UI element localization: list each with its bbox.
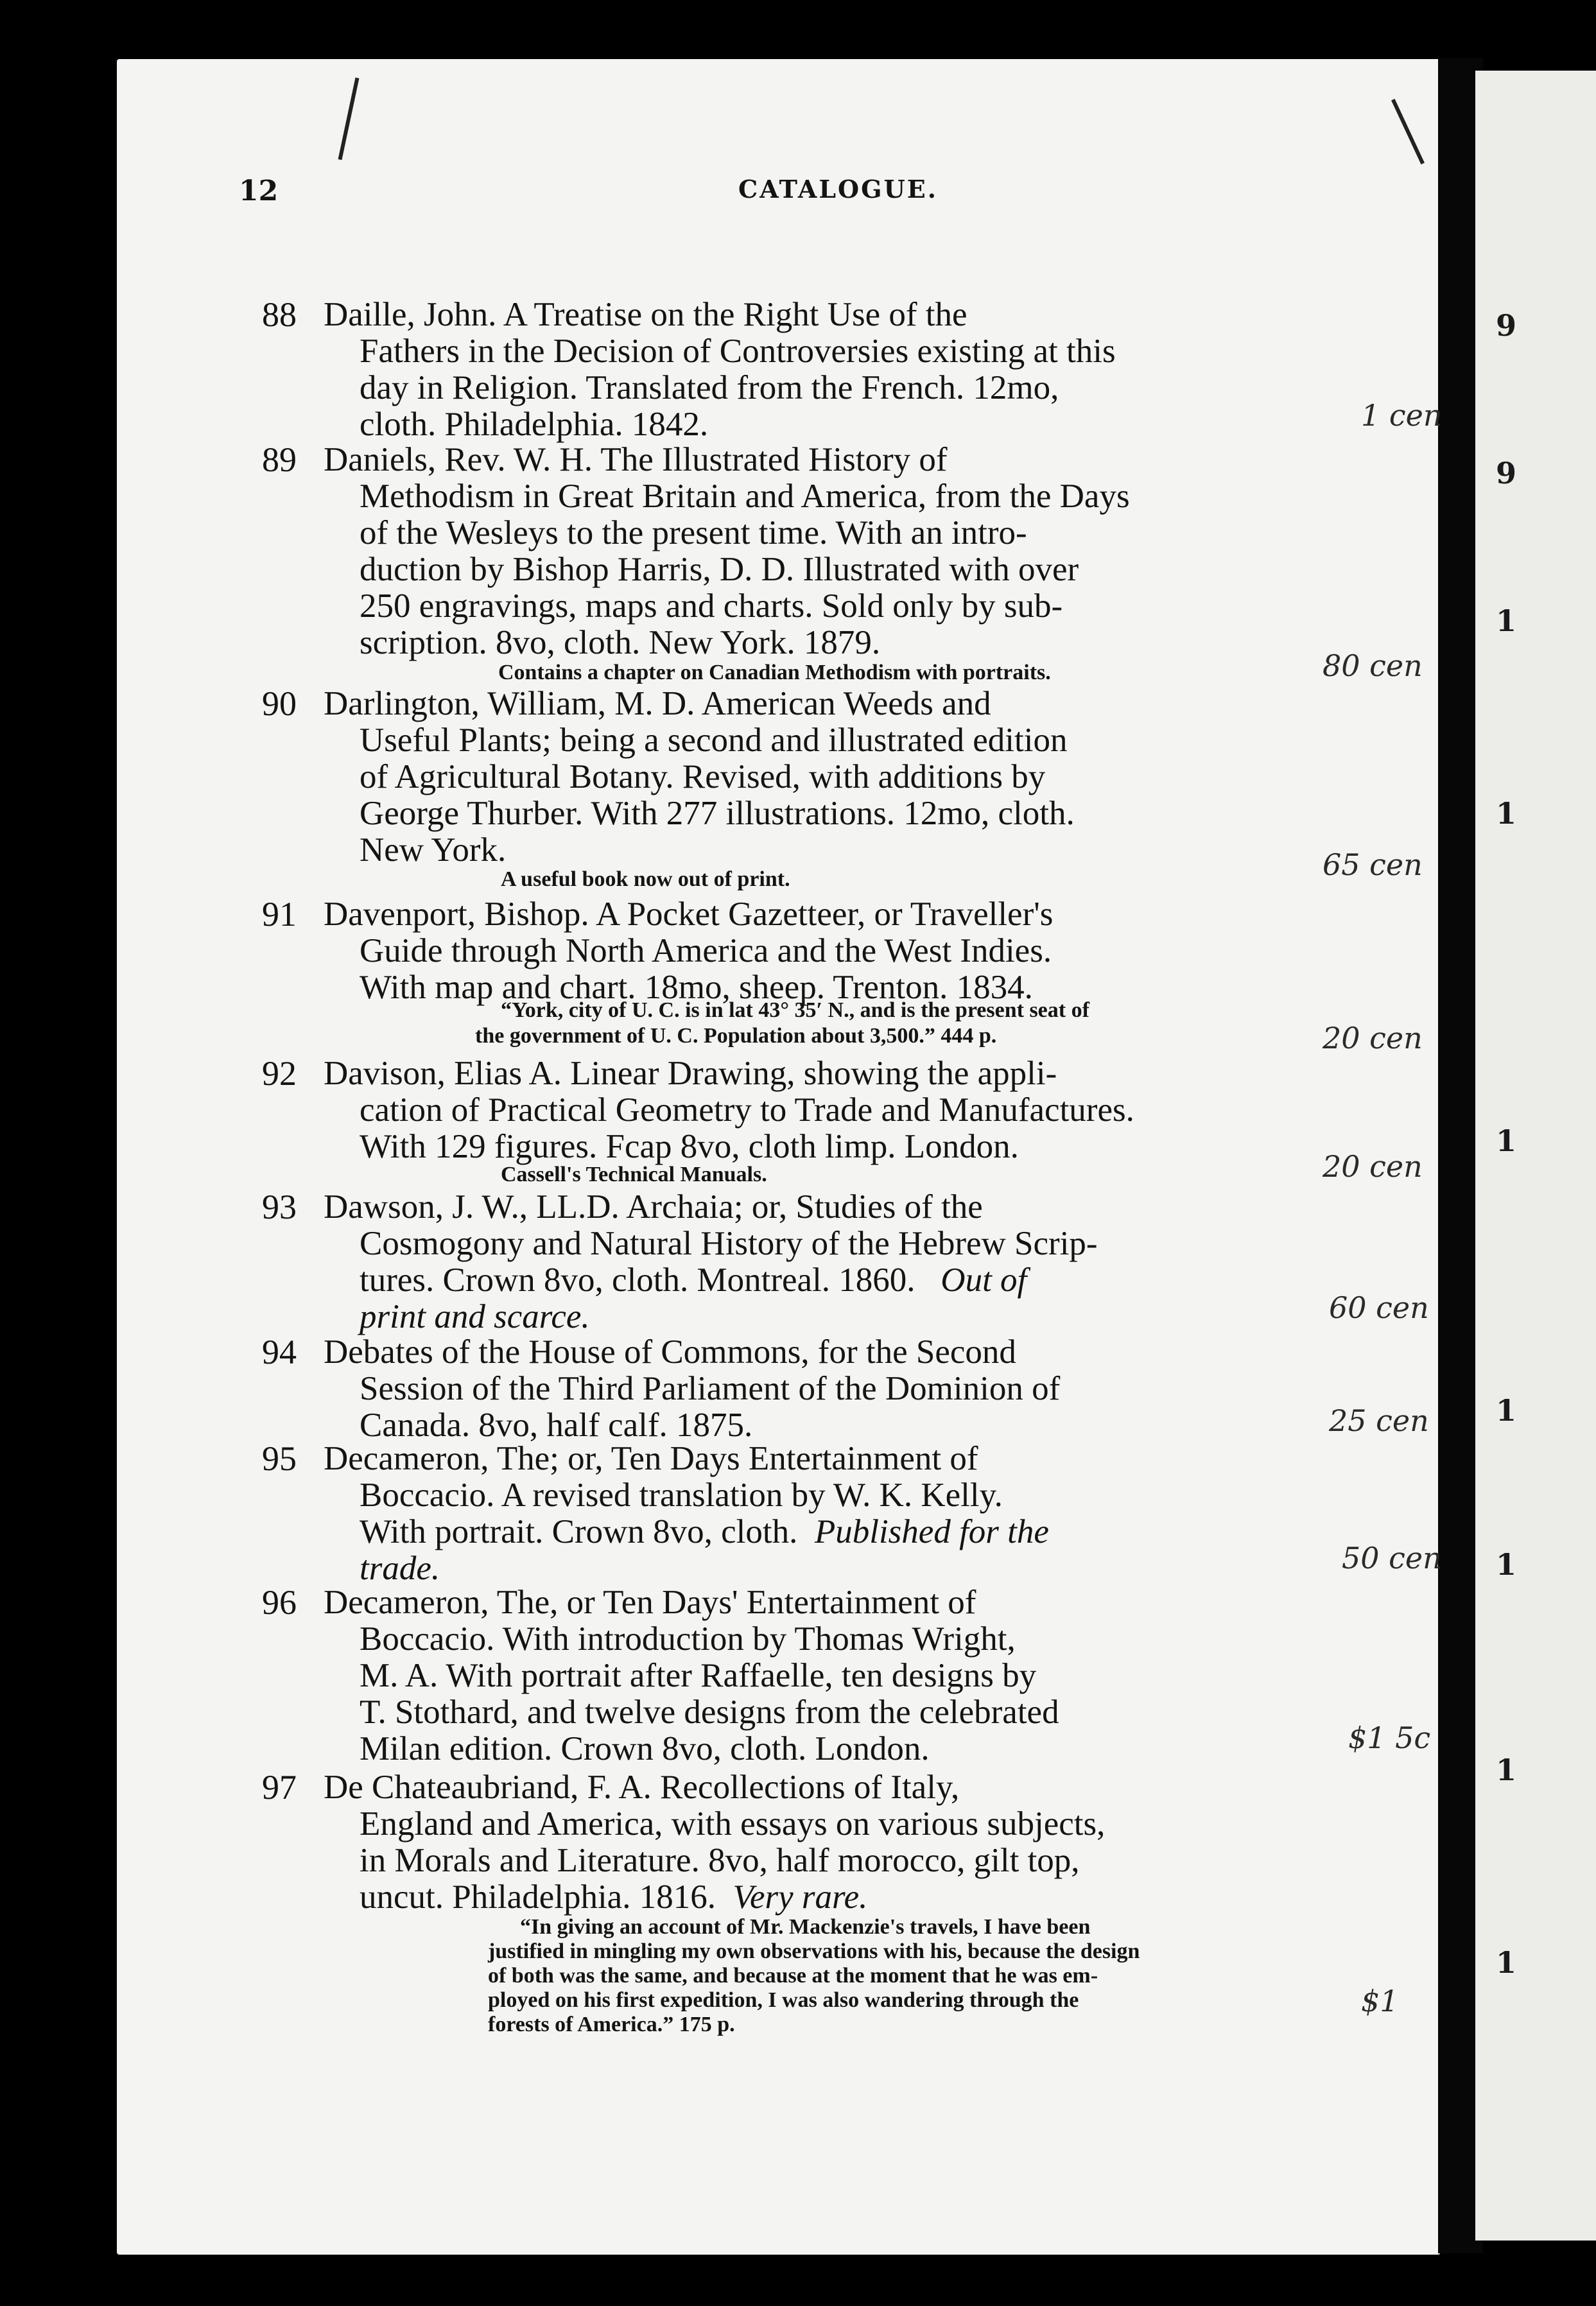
catalogue-entry: [262, 1055, 1353, 1165]
entry-line: uncut. Philadelphia. 1816. Very rare.: [360, 1878, 868, 1916]
entry-line: Milan edition. Crown 8vo, cloth. London.: [360, 1730, 930, 1767]
entry-line: Cosmogony and Natural History of the Hebrew Scrip-: [360, 1225, 1098, 1262]
catalogue-entry: [262, 896, 1353, 1006]
entry-line: Decameron, The; or, Ten Days Entertainment of: [324, 1440, 978, 1477]
running-head: CATALOGUE.: [738, 175, 938, 204]
handwritten-price: 1 cen: [1361, 398, 1443, 433]
entry-number: 91: [262, 895, 297, 933]
entry-number: 94: [262, 1333, 297, 1371]
page-fragment: 1: [1496, 1753, 1517, 1787]
entry-line: cation of Practical Geometry to Trade and Manufactures.: [360, 1091, 1134, 1129]
entry-number: 93: [262, 1188, 297, 1226]
handwritten-price: 50 cen: [1342, 1541, 1442, 1575]
quote-line: justified in mingling my own observations with his, because the design: [488, 1939, 1140, 1963]
handwritten-price: 65 cen: [1323, 847, 1423, 882]
entry-line: Boccacio. With introduction by Thomas Wright,: [360, 1620, 1016, 1658]
entry-line: trade.: [360, 1550, 440, 1587]
entry-line: Fathers in the Decision of Controversies existing at this: [360, 333, 1116, 370]
entry-line: Darlington, William, M. D. American Weeds and: [324, 685, 991, 722]
page-fragment: 1: [1496, 1945, 1517, 1980]
handwritten-price: 25 cen: [1329, 1403, 1429, 1438]
entry-note: A useful book now out of print.: [501, 867, 790, 891]
entry-number: 89: [262, 440, 297, 479]
catalogue-entry: [262, 1334, 1353, 1444]
adjacent-page-edge: [1475, 71, 1596, 2241]
entry-line: George Thurber. With 277 illustrations. 12mo, cloth.: [360, 795, 1075, 832]
entry-line: With portrait. Crown 8vo, cloth. Published for the: [360, 1513, 1049, 1550]
entry-line: Daniels, Rev. W. H. The Illustrated History of: [324, 441, 948, 478]
page-fragment: 1: [1496, 796, 1517, 831]
entry-line: of the Wesleys to the present time. With an intro-: [360, 514, 1027, 551]
entry-line: De Chateaubriand, F. A. Recollections of Italy,: [324, 1769, 960, 1806]
handwritten-price: 60 cen: [1329, 1290, 1429, 1325]
entry-line: Canada. 8vo, half calf. 1875.: [360, 1407, 753, 1444]
catalogue-entry: [262, 1769, 1353, 1916]
entry-line: Useful Plants; being a second and illustrated edition: [360, 722, 1068, 759]
entry-line: Decameron, The, or Ten Days' Entertainment of: [324, 1584, 976, 1621]
entry-number: 90: [262, 684, 297, 723]
entry-note: Cassell's Technical Manuals.: [501, 1163, 767, 1186]
catalogue-entry: [262, 1441, 1353, 1587]
page-number: 12: [239, 175, 279, 207]
catalogue-entry: [262, 442, 1353, 661]
entry-line: day in Religion. Translated from the French. 12mo,: [360, 369, 1059, 406]
entry-line: Methodism in Great Britain and America, from the Days: [360, 478, 1130, 515]
page-fragment: 9: [1496, 308, 1517, 343]
catalogue-entry: [262, 1584, 1353, 1767]
entry-line: M. A. With portrait after Raffaelle, ten designs by: [360, 1657, 1037, 1694]
entry-line: of Agricultural Botany. Revised, with additions by: [360, 758, 1046, 795]
entry-line: Davison, Elias A. Linear Drawing, showing the appli-: [324, 1055, 1057, 1092]
handwritten-price: $1 5c: [1348, 1721, 1431, 1755]
entry-line: Daille, John. A Treatise on the Right Use of the: [324, 296, 967, 333]
entry-number: 96: [262, 1583, 297, 1622]
entry-line: With map and chart. 18mo, sheep. Trenton. 1834.: [360, 969, 1033, 1006]
entry-line: Session of the Third Parliament of the Dominion of: [360, 1370, 1061, 1407]
entry-line: tures. Crown 8vo, cloth. Montreal. 1860. Out of: [360, 1261, 1027, 1299]
catalogue-entry: [262, 1189, 1353, 1335]
catalogue-entry: [262, 686, 1353, 869]
page-fragment: 1: [1496, 1547, 1517, 1582]
entry-line: New York.: [360, 831, 507, 869]
entry-number: 88: [262, 295, 297, 334]
page-fragment: 1: [1496, 603, 1517, 638]
entry-note: Contains a chapter on Canadian Methodism with portraits.: [498, 661, 1051, 684]
page-fragment: 9: [1496, 456, 1517, 490]
entry-line: T. Stothard, and twelve designs from the celebrated: [360, 1694, 1059, 1731]
entry-line: Davenport, Bishop. A Pocket Gazetteer, or Traveller's: [324, 896, 1054, 933]
entry-line: 250 engravings, maps and charts. Sold only by sub-: [360, 587, 1063, 625]
entry-italic-tail: Out of: [941, 1261, 1027, 1299]
entry-italic-tail: Very rare.: [733, 1878, 868, 1916]
entry-note: the government of U. C. Population about 3,500.” 444 p.: [475, 1024, 997, 1048]
entry-line: England and America, with essays on various subjects,: [360, 1805, 1106, 1842]
entry-line: scription. 8vo, cloth. New York. 1879.: [360, 624, 881, 661]
entry-line: Boccacio. A revised translation by W. K. Kelly.: [360, 1477, 1003, 1514]
entry-line: Dawson, J. W., LL.D. Archaia; or, Studies of the: [324, 1188, 983, 1226]
entry-italic-tail: Published for the: [814, 1513, 1049, 1550]
entry-line: cloth. Philadelphia. 1842.: [360, 406, 709, 443]
entry-line: With 129 figures. Fcap 8vo, cloth limp. London.: [360, 1128, 1019, 1165]
quote-line: ployed on his first expedition, I was also wandering through the: [488, 1988, 1079, 2012]
catalogue-entry: [262, 297, 1353, 443]
entry-line: in Morals and Literature. 8vo, half morocco, gilt top,: [360, 1842, 1080, 1879]
entry-number: 95: [262, 1439, 297, 1478]
entry-line: Guide through North America and the West Indies.: [360, 932, 1052, 969]
quote-line: of both was the same, and because at the moment that he was em-: [488, 1964, 1098, 1988]
handwritten-price: 80 cen: [1323, 648, 1423, 683]
handwritten-price: $1: [1361, 1984, 1399, 2018]
page-fragment: 1: [1496, 1123, 1517, 1158]
entry-number: 97: [262, 1768, 297, 1807]
entry-line: duction by Bishop Harris, D. D. Illustrated with over: [360, 551, 1079, 588]
entry-note: “York, city of U. C. is in lat 43° 35′ N., and is the present seat of: [501, 998, 1089, 1022]
handwritten-price: 20 cen: [1323, 1021, 1423, 1055]
entry-line: print and scarce.: [360, 1298, 590, 1335]
page-fragment: 1: [1496, 1393, 1517, 1428]
entry-number: 92: [262, 1054, 297, 1093]
entry-line: Debates of the House of Commons, for the Second: [324, 1333, 1016, 1371]
quote-line: forests of America.” 175 p.: [488, 2013, 735, 2036]
quote-line: “In giving an account of Mr. Mackenzie's travels, I have been: [520, 1915, 1091, 1939]
handwritten-price: 20 cen: [1323, 1149, 1423, 1184]
